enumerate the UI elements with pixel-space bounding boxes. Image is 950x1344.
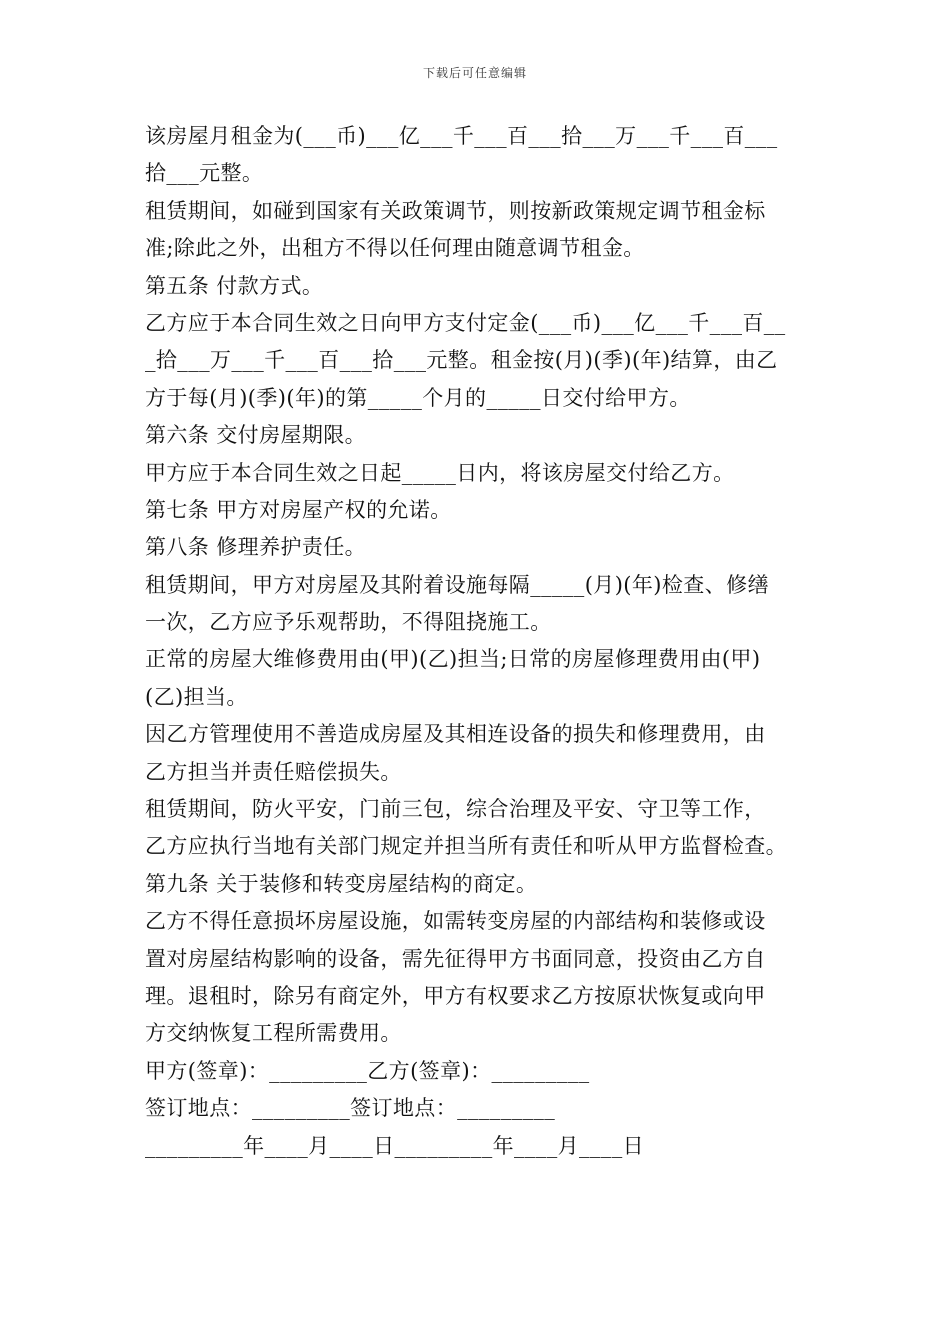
rent-adjust-line-1: 租赁期间，如碰到国家有关政策调节，则按新政策规定调节租金标 (145, 198, 766, 223)
article-5-heading: 第五条 付款方式。 (145, 273, 324, 298)
signing-date-line: _________年____月____日_________年____月____日 (145, 1133, 644, 1158)
inspection-line-1: 租赁期间，甲方对房屋及其附着设施每隔_____(月)(年)检查、修缮 (145, 572, 769, 597)
article-9-heading: 第九条 关于装修和转变房屋结构的商定。 (145, 871, 538, 896)
rent-adjust-line-2: 准;除此之外，出租方不得以任何理由随意调节租金。 (145, 236, 645, 261)
rent-amount-line-2: 拾___元整。 (145, 161, 264, 186)
damage-line-2: 乙方担当并责任赔偿损失。 (145, 759, 402, 784)
inspection-line-2: 一次，乙方应予乐观帮助，不得阻挠施工。 (145, 610, 552, 635)
page-header-note: 下载后可任意编辑 (422, 66, 527, 80)
renovation-line-1: 乙方不得任意损坏房屋设施，如需转变房屋的内部结构和装修或设 (145, 909, 766, 934)
payment-line-1: 乙方应于本合同生效之日向甲方支付定金(___币)___亿___千___百__ (145, 310, 786, 335)
payment-line-2: _拾___万___千___百___拾___元整。租金按(月)(季)(年)结算，由乙 (145, 348, 778, 373)
renovation-line-3: 理。退租时，除另有商定外，甲方有权要求乙方按原状恢复或向甲 (145, 983, 766, 1008)
repair-cost-line-2: (乙)担当。 (145, 684, 248, 709)
repair-cost-line-1: 正常的房屋大维修费用由(甲)(乙)担当;日常的房屋修理费用由(甲) (145, 647, 761, 672)
renovation-line-2: 置对房屋结构影响的设备，需先征得甲方书面同意，投资由乙方自 (145, 946, 766, 971)
article-6-heading: 第六条 交付房屋期限。 (145, 423, 367, 448)
contract-body (145, 118, 810, 1165)
safety-line-2: 乙方应执行当地有关部门规定并担当所有责任和听从甲方监督检查。 (145, 834, 787, 859)
damage-line-1: 因乙方管理使用不善造成房屋及其相连设备的损失和修理费用，由 (145, 722, 766, 747)
renovation-line-4: 方交纳恢复工程所需费用。 (145, 1021, 402, 1046)
article-8-heading: 第八条 修理养护责任。 (145, 535, 367, 560)
signing-place-line: 签订地点：_________签订地点：_________ (145, 1096, 556, 1121)
payment-line-3: 方于每(月)(季)(年)的第_____个月的_____日交付给甲方。 (145, 385, 691, 410)
article-7-heading: 第七条 甲方对房屋产权的允诺。 (145, 497, 452, 522)
safety-line-1: 租赁期间，防火平安，门前三包，综合治理及平安、守卫等工作， (145, 797, 766, 822)
rent-amount-line-1: 该房屋月租金为(___币)___亿___千___百___拾___万___千___百___ (145, 124, 778, 148)
delivery-line: 甲方应于本合同生效之日起_____日内，将该房屋交付给乙方。 (145, 460, 735, 485)
signature-line: 甲方(签章)：_________乙方(签章)：_________ (145, 1058, 590, 1083)
